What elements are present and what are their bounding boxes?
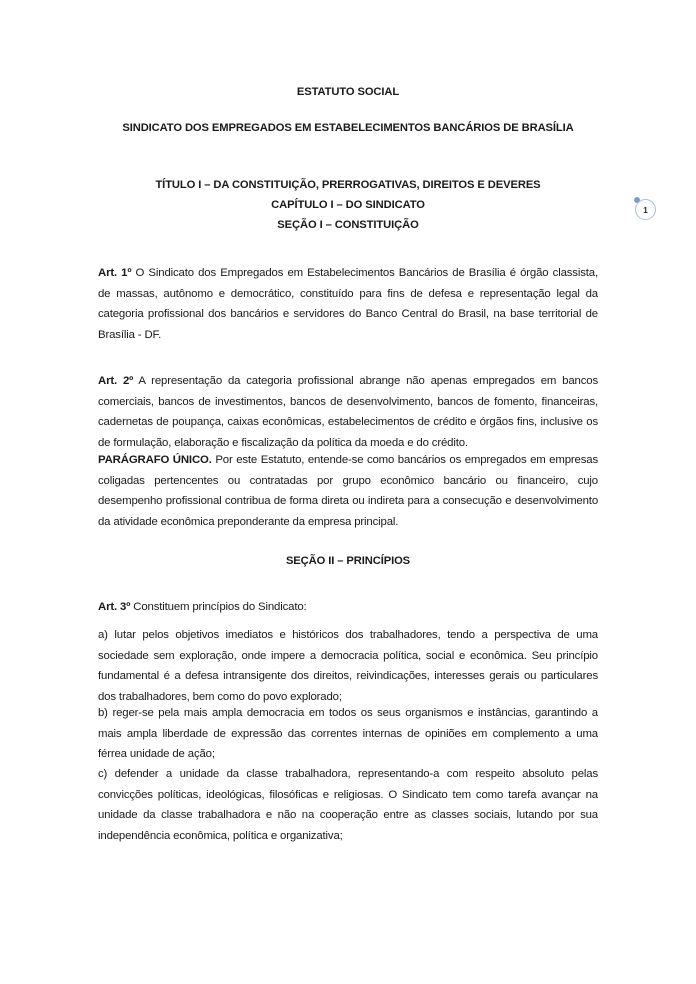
paragrafo-unico [98, 450, 598, 532]
article-2-text: A representação da categoria profissional abrange não apenas empregados em bancos comerciais, bancos de investimentos, bancos de desenvolvimento, bancos de fomento, financeiras, cadernetas de poupança, caixas econômicas, estabelecimentos de crédito e órgãos fins, inclusive os de formulação, elaboração e fiscalização da política da moeda e do crédito. [98, 375, 598, 449]
document-title: ESTATUTO SOCIAL [296, 86, 400, 98]
article-3-label: Art. 3º [98, 601, 131, 613]
secao-1-heading: SEÇÃO I – CONSTITUIÇÃO [277, 219, 419, 231]
principle-item-c: c) defender a unidade da classe trabalhadora, representando-a com respeito absoluto pelas convicções políticas, ideológicas, filosóficas e religiosas. O Sindicato tem como tarefa avançar na unidade da classe trabalhadora e não na cooperação entre as classes sociais, lutando por sua independência econômica, política e organizativa; [98, 768, 598, 842]
article-1-text: O Sindicato dos Empregados em Estabelecimentos Bancários de Brasília é órgão classista, de massas, autônomo e democrático, constituído para fins de defesa e representação legal da categoria profissional dos bancários e servidores do Banco Central do Brasil, na base territorial de Brasília - DF. [98, 267, 598, 341]
principle-item-a: a) lutar pelos objetivos imediatos e históricos dos trabalhadores, tendo a perspectiva de uma sociedade sem exploração, onde impere a democracia política, social e econômica. Seu princípio fundamental é a defesa intransigente dos direitos, reivindicações, interesses gerais ou particulares dos trabalhadores, bem como do povo explorado; [98, 629, 598, 703]
article-3 [98, 597, 598, 618]
paragrafo-unico-text: Por este Estatuto, entende-se como bancários os empregados em empresas coligadas pertencentes ou contratadas por grupo econômico bancário ou financeiro, cujo desempenho profissional contribua de forma direta ou indireta para a consecução e desenvolvimento da atividade econômica preponderante da empresa principal. [98, 454, 598, 528]
article-1-label: Art. 1º [98, 267, 132, 279]
article-1 [98, 263, 598, 345]
capitulo-heading: CAPÍTULO I – DO SINDICATO [271, 199, 425, 211]
page-number-badge[interactable] [635, 199, 656, 220]
article-2 [98, 371, 598, 453]
organization-heading: SINDICATO DOS EMPREGADOS EM ESTABELECIMENTOS BANCÁRIOS DE BRASÍLIA [122, 122, 574, 134]
titulo-heading: TÍTULO I – DA CONSTITUIÇÃO, PRERROGATIVAS, DIREITOS E DEVERES [155, 179, 541, 191]
page-number: 1 [643, 204, 648, 215]
secao-2-heading: SEÇÃO II – PRINCÍPIOS [285, 555, 411, 567]
principle-item-b: b) reger-se pela mais ampla democracia em todos os seus organismos e instâncias, garantindo a mais ampla liberdade de expressão das correntes internas de opiniões em complemento a uma férrea unidade de ação; [98, 707, 598, 760]
article-3-text: Constituem princípios do Sindicato: [130, 601, 307, 613]
article-2-label: Art. 2º [98, 375, 134, 387]
paragrafo-unico-label: PARÁGRAFO ÚNICO. [98, 454, 212, 466]
